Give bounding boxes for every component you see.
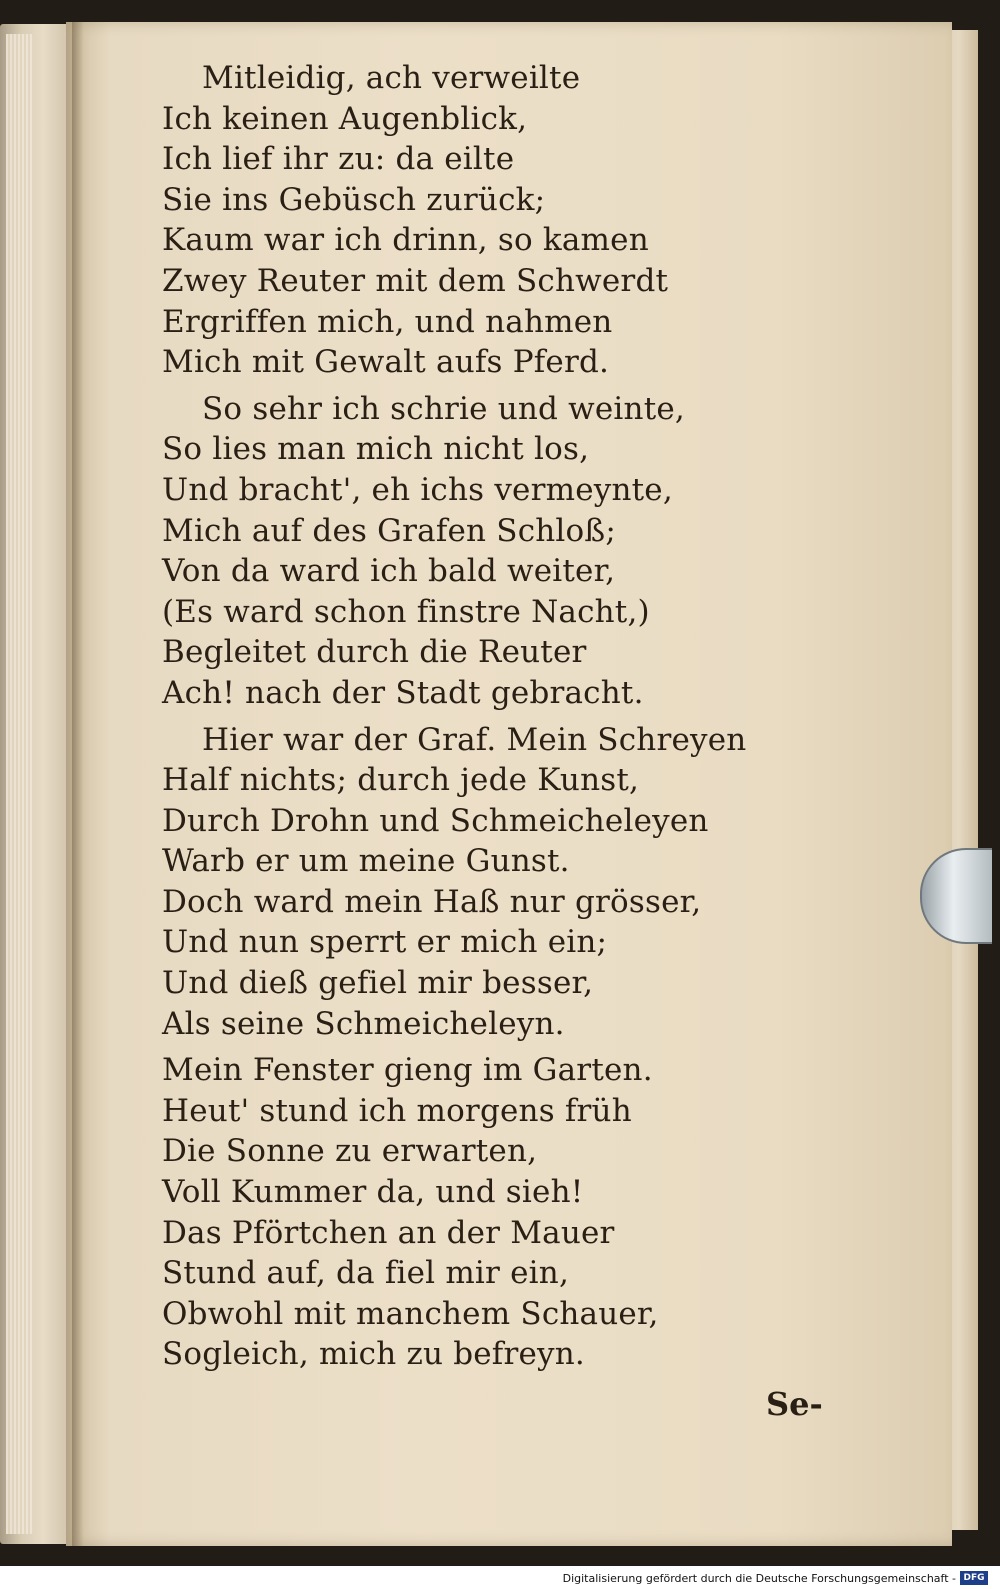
poem-line: Mich auf des Grafen Schloß;	[162, 512, 616, 549]
poem-line: So sehr ich schrie und weinte,	[202, 390, 685, 427]
stanza-1	[162, 58, 842, 383]
poem-line: Hier war der Graf. Mein Schreyen	[202, 721, 747, 758]
poem-line: Sie ins Gebüsch zurück;	[162, 181, 546, 218]
poem-line: Stund auf, da fiel mir ein,	[162, 1255, 569, 1292]
poem-line: Durch Drohn und Schmeicheleyen	[162, 802, 709, 839]
poem-line: Mein Fenster gieng im Garten.	[162, 1052, 653, 1089]
poem-line: Die Sonne zu erwarten,	[162, 1133, 538, 1170]
poem-line: Doch ward mein Haß nur grösser,	[162, 883, 702, 920]
stanza-2	[162, 389, 842, 714]
poem-line: Und dieß gefiel mir besser,	[162, 965, 594, 1002]
poem-line: Half nichts; durch jede Kunst,	[162, 762, 640, 799]
book-cover-left	[0, 24, 72, 1544]
binding-edge	[6, 34, 34, 1534]
poem-line: Sogleich, mich zu befreyn.	[162, 1336, 585, 1373]
poem-line: (Es ward schon finstre Nacht,)	[162, 593, 650, 630]
poem-line: Kaum war ich drinn, so kamen	[162, 222, 649, 259]
poem-line: Und nun sperrt er mich ein;	[162, 924, 608, 961]
poem-line: Voll Kummer da, und sieh!	[162, 1174, 584, 1211]
poem-line: Zwey Reuter mit dem Schwerdt	[162, 262, 669, 299]
poem-line: Ich keinen Augenblick,	[162, 100, 528, 137]
poem-line: Warb er um meine Gunst.	[162, 843, 570, 880]
poem-line: So lies man mich nicht los,	[162, 431, 590, 468]
poem-line: Ergriffen mich, und nahmen	[162, 303, 613, 340]
poem-line: Begleitet durch die Reuter	[162, 634, 587, 671]
stanza-4	[162, 1050, 842, 1375]
poem-line: Als seine Schmeicheleyn.	[162, 1005, 565, 1042]
poem-line: Mitleidig, ach verweilte	[202, 60, 581, 96]
poem-line: Heut' stund ich morgens früh	[162, 1092, 632, 1129]
poem-line: Ich lief ihr zu: da eilte	[162, 141, 515, 178]
dfg-logo: DFG	[960, 1571, 988, 1585]
stanza-3	[162, 720, 842, 1045]
poem-line: Ach! nach der Stadt gebracht.	[162, 674, 644, 711]
poem-line: Von da ward ich bald weiter,	[162, 553, 616, 590]
poem-line: Mich mit Gewalt aufs Pferd.	[162, 344, 610, 381]
poem-line: Das Pförtchen an der Mauer	[162, 1214, 615, 1251]
catchword: Se-	[766, 1385, 823, 1423]
page-gutter-shadow	[72, 22, 84, 1546]
poem-text	[162, 58, 842, 1381]
poem-line: Und bracht', eh ichs vermeynte,	[162, 471, 673, 508]
poem-line: Obwohl mit manchem Schauer,	[162, 1295, 659, 1332]
footer-credit: Digitalisierung gefördert durch die Deutsche Forschungsgemeinschaft -	[562, 1572, 956, 1585]
